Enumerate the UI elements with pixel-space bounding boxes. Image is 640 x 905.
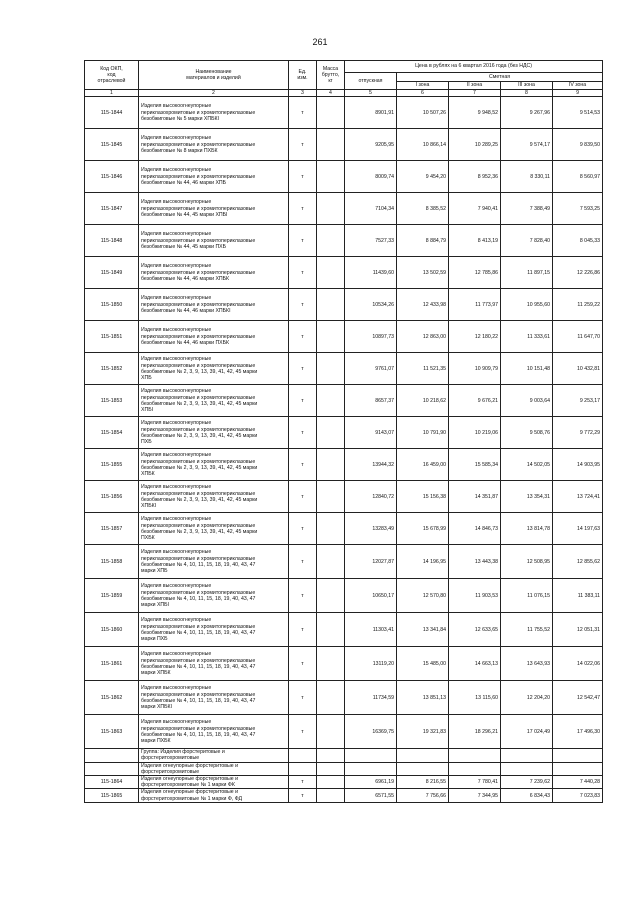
- cell-zone-2-price: 11 903,53: [449, 579, 501, 613]
- cell-unit: т: [289, 613, 317, 647]
- cell-zone-1-price: 8 385,52: [397, 193, 449, 225]
- cell-name: Изделия высокоогнеупорные периклазохромитовые и хромитопериклазовые безобжиговые № 2, 3, 9, 13, 39, 41, 42, 45 марки ХПБI: [139, 385, 289, 417]
- cell-mass: [317, 715, 345, 749]
- table-row: [85, 225, 603, 257]
- cell-zone-1-price: 12 863,00: [397, 321, 449, 353]
- cell-zone-1-price: 13 502,59: [397, 257, 449, 289]
- cell-zone-1-price: 7 756,66: [397, 789, 449, 802]
- cell-code: 115-1850: [85, 289, 139, 321]
- cell-unit: т: [289, 97, 317, 129]
- cell-zone-2-price: 18 296,21: [449, 715, 501, 749]
- cell-zone-2-price: 14 663,13: [449, 647, 501, 681]
- cell-unit: т: [289, 513, 317, 545]
- cell-name: Изделия высокоогнеупорные периклазохромитовые и хромитопериклазовые безобжиговые № 8 марки ПХБК: [139, 129, 289, 161]
- cell-release-price: 11303,41: [345, 613, 397, 647]
- cell-mass: [317, 417, 345, 449]
- cell-code: 115-1848: [85, 225, 139, 257]
- table-row: [85, 129, 603, 161]
- cell-mass: [317, 749, 345, 762]
- cell-zone-2-price: 9 948,52: [449, 97, 501, 129]
- cell-code: [85, 762, 139, 775]
- cell-zone-2-price: 13 443,38: [449, 545, 501, 579]
- cell-name: Изделия высокоогнеупорные периклазохромитовые и хромитопериклазовые безобжиговые № 4, 10, 11, 15, 18, 19, 40, 43, 47 марки ХПБ: [139, 545, 289, 579]
- cell-zone-3-price: 6 834,43: [501, 789, 553, 802]
- cell-unit: [289, 749, 317, 762]
- cell-code: 115-1844: [85, 97, 139, 129]
- cell-release-price: [345, 762, 397, 775]
- cell-zone-4-price: [553, 749, 603, 762]
- table-row: [85, 613, 603, 647]
- cell-zone-3-price: 11 333,61: [501, 321, 553, 353]
- cell-name: Изделия высокоогнеупорные периклазохромитовые и хромитопериклазовые безобжиговые № 4, 10, 11, 15, 18, 19, 40, 43, 47 марки ХПБКI: [139, 681, 289, 715]
- cell-zone-4-price: 11 647,70: [553, 321, 603, 353]
- cell-mass: [317, 681, 345, 715]
- column-number: 7: [449, 90, 501, 97]
- cell-zone-1-price: 12 433,98: [397, 289, 449, 321]
- cell-zone-4-price: 14 197,63: [553, 513, 603, 545]
- cell-zone-4-price: 11 259,22: [553, 289, 603, 321]
- cell-name: Изделия высокоогнеупорные периклазохромитовые и хромитопериклазовые безобжиговые № 44, 45 марки ПХБ: [139, 225, 289, 257]
- cell-zone-2-price: 10 909,79: [449, 353, 501, 385]
- cell-unit: т: [289, 225, 317, 257]
- cell-unit: [289, 762, 317, 775]
- cell-name: Изделия высокоогнеупорные периклазохромитовые и хромитопериклазовые безобжиговые № 2, 3, 9, 13, 39, 41, 42, 45 марки ХПБК: [139, 449, 289, 481]
- cell-mass: [317, 321, 345, 353]
- cell-zone-3-price: 14 502,05: [501, 449, 553, 481]
- cell-zone-2-price: 14 846,73: [449, 513, 501, 545]
- cell-code: 115-1860: [85, 613, 139, 647]
- cell-unit: т: [289, 776, 317, 789]
- cell-zone-3-price: 10 955,60: [501, 289, 553, 321]
- cell-unit: т: [289, 545, 317, 579]
- cell-zone-4-price: 14 022,06: [553, 647, 603, 681]
- cell-name: Изделия высокоогнеупорные периклазохромитовые и хромитопериклазовые безобжиговые № 2, 3, 9, 13, 39, 41, 42, 45 марки ХПБ: [139, 353, 289, 385]
- cell-mass: [317, 481, 345, 513]
- cell-name: Изделия высокоогнеупорные периклазохромитовые и хромитопериклазовые безобжиговые № 4, 10, 11, 15, 18, 19, 40, 43, 47 марки ХПБI: [139, 579, 289, 613]
- cell-zone-4-price: 12 051,31: [553, 613, 603, 647]
- cell-zone-1-price: 9 454,20: [397, 161, 449, 193]
- header-zone-3: III зона: [501, 82, 553, 90]
- cell-release-price: 9205,95: [345, 129, 397, 161]
- cell-mass: [317, 257, 345, 289]
- cell-release-price: 10650,17: [345, 579, 397, 613]
- table-row: [85, 321, 603, 353]
- cell-mass: [317, 613, 345, 647]
- cell-zone-2-price: 11 773,97: [449, 289, 501, 321]
- column-number: 9: [553, 90, 603, 97]
- cell-zone-4-price: 7 440,28: [553, 776, 603, 789]
- cell-zone-3-price: 9 003,64: [501, 385, 553, 417]
- cell-code: 115-1854: [85, 417, 139, 449]
- column-number: 6: [397, 90, 449, 97]
- cell-zone-1-price: 10 866,14: [397, 129, 449, 161]
- cell-release-price: 13119,20: [345, 647, 397, 681]
- column-number: 3: [289, 90, 317, 97]
- cell-zone-4-price: 13 724,41: [553, 481, 603, 513]
- cell-code: 115-1858: [85, 545, 139, 579]
- cell-zone-3-price: 17 024,49: [501, 715, 553, 749]
- cell-mass: [317, 545, 345, 579]
- cell-unit: т: [289, 681, 317, 715]
- cell-zone-1-price: 15 485,00: [397, 647, 449, 681]
- cell-unit: т: [289, 417, 317, 449]
- header-release: отпускная: [345, 73, 397, 90]
- cell-unit: т: [289, 193, 317, 225]
- cell-release-price: 7527,33: [345, 225, 397, 257]
- cell-zone-4-price: 12 542,47: [553, 681, 603, 715]
- cell-name: Изделия высокоогнеупорные периклазохромитовые и хромитопериклазовые безобжиговые № 2, 3, 9, 13, 39, 41, 42, 45 марки ХПБКI: [139, 481, 289, 513]
- cell-release-price: 6961,19: [345, 776, 397, 789]
- cell-zone-1-price: 8 884,79: [397, 225, 449, 257]
- cell-unit: т: [289, 161, 317, 193]
- cell-unit: т: [289, 385, 317, 417]
- header-name: Наименование материалов и изделий: [139, 61, 289, 90]
- cell-release-price: 9761,07: [345, 353, 397, 385]
- cell-zone-4-price: 9 772,29: [553, 417, 603, 449]
- cell-mass: [317, 647, 345, 681]
- cell-zone-1-price: [397, 749, 449, 762]
- cell-name: Изделия высокоогнеупорные периклазохромитовые и хромитопериклазовые безобжиговые № 44, 46 марки ХПБКI: [139, 289, 289, 321]
- cell-unit: т: [289, 481, 317, 513]
- cell-mass: [317, 161, 345, 193]
- cell-unit: т: [289, 129, 317, 161]
- cell-zone-2-price: [449, 749, 501, 762]
- cell-zone-3-price: 9 574,17: [501, 129, 553, 161]
- cell-release-price: [345, 749, 397, 762]
- cell-code: 115-1853: [85, 385, 139, 417]
- cell-code: 115-1862: [85, 681, 139, 715]
- cell-zone-2-price: 13 115,60: [449, 681, 501, 715]
- cell-release-price: 11439,60: [345, 257, 397, 289]
- cell-zone-4-price: 14 903,95: [553, 449, 603, 481]
- cell-name: Изделия высокоогнеупорные периклазохромитовые и хромитопериклазовые безобжиговые № 4, 10, 11, 15, 18, 19, 40, 43, 47 марки ХПБК: [139, 647, 289, 681]
- cell-code: 115-1851: [85, 321, 139, 353]
- cell-zone-3-price: 13 643,93: [501, 647, 553, 681]
- cell-zone-1-price: 11 521,35: [397, 353, 449, 385]
- cell-zone-1-price: 19 321,83: [397, 715, 449, 749]
- table-row: [85, 647, 603, 681]
- cell-name: Изделия высокоогнеупорные периклазохромитовые и хромитопериклазовые безобжиговые № 4, 10, 11, 15, 18, 19, 40, 43, 47 марки ПХБ: [139, 613, 289, 647]
- cell-name: Изделия высокоогнеупорные периклазохромитовые и хромитопериклазовые безобжиговые № 44, 46 марки ПХБК: [139, 321, 289, 353]
- table-row: [85, 417, 603, 449]
- cell-mass: [317, 385, 345, 417]
- header-unit: Ед. изм.: [289, 61, 317, 90]
- price-table: [84, 60, 603, 803]
- header-price-group: Цена в рублях на 6 квартал 2016 года (без НДС): [345, 61, 603, 73]
- table-row: [85, 776, 603, 789]
- table-row: [85, 762, 603, 775]
- cell-zone-1-price: 8 216,55: [397, 776, 449, 789]
- cell-zone-4-price: [553, 762, 603, 775]
- cell-release-price: 8657,37: [345, 385, 397, 417]
- cell-mass: [317, 129, 345, 161]
- table-row: [85, 715, 603, 749]
- page-number: 261: [312, 37, 328, 47]
- cell-unit: т: [289, 647, 317, 681]
- cell-unit: т: [289, 789, 317, 802]
- cell-unit: т: [289, 449, 317, 481]
- cell-name: Изделия огнеупорные форстеритовые и форстеритохромитовые: [139, 762, 289, 775]
- table-row: [85, 481, 603, 513]
- cell-release-price: 12027,87: [345, 545, 397, 579]
- cell-zone-4-price: 9 514,53: [553, 97, 603, 129]
- cell-zone-1-price: 16 459,00: [397, 449, 449, 481]
- cell-unit: т: [289, 321, 317, 353]
- cell-mass: [317, 579, 345, 613]
- cell-zone-1-price: 10 791,90: [397, 417, 449, 449]
- cell-release-price: 12840,72: [345, 481, 397, 513]
- cell-code: [85, 749, 139, 762]
- cell-zone-3-price: [501, 762, 553, 775]
- column-number: 4: [317, 90, 345, 97]
- cell-zone-1-price: 14 196,95: [397, 545, 449, 579]
- cell-zone-1-price: 10 507,26: [397, 97, 449, 129]
- header-zone-4: IV зона: [553, 82, 603, 90]
- cell-zone-2-price: 7 344,95: [449, 789, 501, 802]
- cell-zone-3-price: 13 354,31: [501, 481, 553, 513]
- cell-zone-1-price: 15 678,99: [397, 513, 449, 545]
- cell-zone-2-price: 12 180,22: [449, 321, 501, 353]
- cell-release-price: 16369,75: [345, 715, 397, 749]
- cell-unit: т: [289, 257, 317, 289]
- cell-unit: т: [289, 715, 317, 749]
- table-row: [85, 385, 603, 417]
- cell-release-price: 13944,32: [345, 449, 397, 481]
- table-row: [85, 789, 603, 802]
- cell-code: 115-1859: [85, 579, 139, 613]
- header-mass: Масса брутто, кг: [317, 61, 345, 90]
- cell-zone-4-price: 9 839,50: [553, 129, 603, 161]
- cell-unit: т: [289, 579, 317, 613]
- cell-name: Изделия высокоогнеупорные периклазохромитовые и хромитопериклазовые безобжиговые № 2, 3, 9, 13, 39, 41, 42, 45 марки ПХБ: [139, 417, 289, 449]
- cell-zone-2-price: 10 289,25: [449, 129, 501, 161]
- table-row: [85, 513, 603, 545]
- cell-mass: [317, 789, 345, 802]
- cell-release-price: 7104,34: [345, 193, 397, 225]
- cell-zone-4-price: 7 593,25: [553, 193, 603, 225]
- cell-zone-4-price: 9 253,17: [553, 385, 603, 417]
- cell-zone-2-price: 8 413,19: [449, 225, 501, 257]
- header-zone-2: II зона: [449, 82, 501, 90]
- cell-name: Изделия высокоогнеупорные периклазохромитовые и хромитопериклазовые безобжиговые № 2, 3, 9, 13, 39, 41, 42, 45 марки ПХБК: [139, 513, 289, 545]
- cell-zone-1-price: 12 570,80: [397, 579, 449, 613]
- cell-zone-3-price: 12 508,95: [501, 545, 553, 579]
- cell-name: Изделия огнеупорные форстеритовые и форстеритохромитовые № 1 марки Ф, ФД: [139, 789, 289, 802]
- header-code: Код ОКП, код отраслевой: [85, 61, 139, 90]
- cell-zone-3-price: 11 076,15: [501, 579, 553, 613]
- table-row: [85, 545, 603, 579]
- cell-zone-4-price: 12 226,86: [553, 257, 603, 289]
- cell-release-price: 13283,49: [345, 513, 397, 545]
- cell-zone-3-price: 9 508,76: [501, 417, 553, 449]
- table-row: [85, 289, 603, 321]
- cell-zone-2-price: 7 780,41: [449, 776, 501, 789]
- table-row: [85, 97, 603, 129]
- cell-zone-3-price: 7 239,62: [501, 776, 553, 789]
- cell-mass: [317, 353, 345, 385]
- cell-code: 115-1845: [85, 129, 139, 161]
- cell-mass: [317, 776, 345, 789]
- cell-zone-4-price: 8 560,97: [553, 161, 603, 193]
- column-number: 2: [139, 90, 289, 97]
- cell-code: 115-1846: [85, 161, 139, 193]
- table-row: [85, 257, 603, 289]
- cell-code: 115-1849: [85, 257, 139, 289]
- cell-mass: [317, 513, 345, 545]
- cell-zone-2-price: 9 676,21: [449, 385, 501, 417]
- cell-zone-3-price: 11 897,15: [501, 257, 553, 289]
- cell-zone-4-price: 12 855,62: [553, 545, 603, 579]
- cell-zone-3-price: 13 814,78: [501, 513, 553, 545]
- cell-release-price: 8009,74: [345, 161, 397, 193]
- cell-code: 115-1861: [85, 647, 139, 681]
- cell-code: 115-1847: [85, 193, 139, 225]
- cell-zone-2-price: 8 952,36: [449, 161, 501, 193]
- cell-code: 115-1857: [85, 513, 139, 545]
- cell-zone-4-price: 7 023,83: [553, 789, 603, 802]
- cell-zone-3-price: [501, 749, 553, 762]
- cell-unit: т: [289, 289, 317, 321]
- cell-unit: т: [289, 353, 317, 385]
- cell-code: 115-1865: [85, 789, 139, 802]
- cell-zone-4-price: 11 383,11: [553, 579, 603, 613]
- column-number: 1: [85, 90, 139, 97]
- table-row: [85, 449, 603, 481]
- cell-zone-2-price: 14 351,87: [449, 481, 501, 513]
- cell-zone-4-price: 8 045,33: [553, 225, 603, 257]
- cell-mass: [317, 97, 345, 129]
- cell-zone-3-price: 12 204,20: [501, 681, 553, 715]
- cell-mass: [317, 193, 345, 225]
- cell-zone-1-price: 13 341,84: [397, 613, 449, 647]
- cell-name: Изделия высокоогнеупорные периклазохромитовые и хромитопериклазовые безобжиговые № 44, 45 марки ХПБI: [139, 193, 289, 225]
- header-estimate: Сметная: [397, 73, 603, 82]
- table-row: [85, 353, 603, 385]
- cell-mass: [317, 289, 345, 321]
- cell-release-price: 9143,07: [345, 417, 397, 449]
- cell-release-price: 10897,73: [345, 321, 397, 353]
- cell-zone-1-price: 13 851,13: [397, 681, 449, 715]
- cell-code: 115-1856: [85, 481, 139, 513]
- column-number: 5: [345, 90, 397, 97]
- cell-release-price: 6571,55: [345, 789, 397, 802]
- cell-zone-3-price: 7 388,49: [501, 193, 553, 225]
- cell-mass: [317, 225, 345, 257]
- header-zone-1: I зона: [397, 82, 449, 90]
- cell-zone-2-price: 12 633,65: [449, 613, 501, 647]
- table-row: [85, 193, 603, 225]
- cell-name: Изделия высокоогнеупорные периклазохромитовые и хромитопериклазовые безобжиговые № 4, 10, 11, 15, 18, 19, 40, 43, 47 марки ПХБК: [139, 715, 289, 749]
- table-row: [85, 579, 603, 613]
- cell-zone-4-price: 17 496,30: [553, 715, 603, 749]
- cell-zone-2-price: 12 785,86: [449, 257, 501, 289]
- cell-release-price: 10534,26: [345, 289, 397, 321]
- cell-code: 115-1864: [85, 776, 139, 789]
- cell-zone-3-price: 7 828,40: [501, 225, 553, 257]
- cell-name: Группа: Изделия форстеритовые и форстеритохромитовые: [139, 749, 289, 762]
- cell-release-price: 11734,59: [345, 681, 397, 715]
- cell-zone-1-price: 10 218,62: [397, 385, 449, 417]
- cell-release-price: 8901,91: [345, 97, 397, 129]
- cell-name: Изделия высокоогнеупорные периклазохромитовые и хромитопериклазовые безобжиговые № 44, 46 марки ХПБ: [139, 161, 289, 193]
- column-number: 8: [501, 90, 553, 97]
- cell-name: Изделия огнеупорные форстеритовые и форстеритохромитовые № 1 марки ФК: [139, 776, 289, 789]
- cell-mass: [317, 449, 345, 481]
- cell-mass: [317, 762, 345, 775]
- table-row: [85, 681, 603, 715]
- cell-code: 115-1852: [85, 353, 139, 385]
- cell-zone-3-price: 10 151,48: [501, 353, 553, 385]
- cell-name: Изделия высокоогнеупорные периклазохромитовые и хромитопериклазовые безобжиговые № 44, 46 марки ХПБК: [139, 257, 289, 289]
- cell-zone-2-price: 10 219,06: [449, 417, 501, 449]
- cell-zone-1-price: 15 156,38: [397, 481, 449, 513]
- table-body: [85, 97, 603, 803]
- cell-zone-2-price: [449, 762, 501, 775]
- table-row: [85, 749, 603, 762]
- cell-code: 115-1863: [85, 715, 139, 749]
- table-row: [85, 161, 603, 193]
- cell-zone-1-price: [397, 762, 449, 775]
- cell-name: Изделия высокоогнеупорные периклазохромитовые и хромитопериклазовые безобжиговые № 5 марки ХПБКI: [139, 97, 289, 129]
- cell-zone-2-price: 7 940,41: [449, 193, 501, 225]
- cell-zone-2-price: 15 585,34: [449, 449, 501, 481]
- cell-zone-3-price: 8 330,11: [501, 161, 553, 193]
- cell-code: 115-1855: [85, 449, 139, 481]
- cell-zone-3-price: 9 267,96: [501, 97, 553, 129]
- cell-zone-4-price: 10 432,81: [553, 353, 603, 385]
- cell-zone-3-price: 11 755,52: [501, 613, 553, 647]
